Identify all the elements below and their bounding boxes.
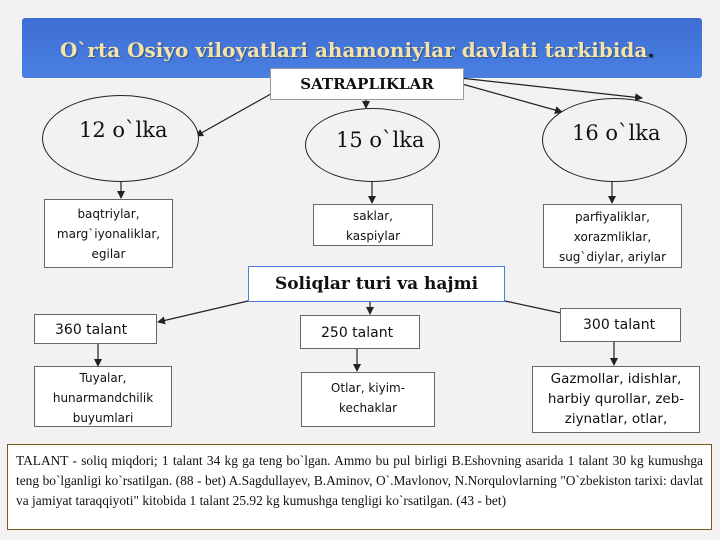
peoples-box-12 [44, 199, 173, 268]
tax-item-line: buyumlari [72, 411, 134, 425]
tax-item-line: hunarmandchilik [52, 391, 154, 405]
tax-amount-label: 360 talant [55, 322, 128, 338]
title-dot: . [647, 38, 655, 62]
people-line: marg`iyonaliklar, [56, 227, 161, 241]
province-ellipse-15 [305, 108, 440, 182]
people-line: parfiyaliklar, [575, 210, 650, 224]
tax-amount-label: 300 talant [583, 317, 656, 333]
talant-footnote [7, 444, 712, 530]
province-count: 15 o`lka [336, 128, 425, 152]
tax-items-box-250 [301, 372, 435, 427]
arrow-satrap-to-16-a [462, 84, 562, 112]
tax-amount-250 [300, 315, 420, 349]
tax-item-line: ziynatlar, otlar, [564, 411, 668, 427]
peoples-box-16 [543, 204, 682, 268]
title-text: O`rta Osiyo viloyatlari ahamoniylar davlati tarkibida [60, 38, 648, 62]
province-ellipse-12 [42, 95, 199, 182]
people-line: baqtriylar, [77, 207, 140, 221]
tax-items-box-360 [34, 366, 172, 427]
tax-item-line: Otlar, kiyim- [330, 381, 406, 395]
people-line: kaspiylar [345, 229, 401, 243]
people-line: egilar [91, 247, 126, 261]
satrapies-box [270, 68, 464, 100]
tax-item-line: harbiy qurollar, zeb- [547, 391, 685, 407]
tax-amount-360 [34, 314, 157, 344]
tax-heading: Soliqlar turi va hajmi [274, 274, 479, 294]
tax-amount-label: 250 talant [321, 325, 394, 341]
tax-heading-box [248, 266, 505, 302]
province-ellipse-16 [542, 98, 687, 182]
people-line: sug`diylar, ariylar [558, 250, 667, 264]
province-count: 12 o`lka [79, 118, 168, 142]
people-line: xorazmliklar, [573, 230, 652, 244]
province-count: 16 o`lka [572, 121, 661, 145]
tax-amount-300 [560, 308, 681, 342]
peoples-box-15 [313, 204, 433, 246]
tax-item-line: Tuyalar, [79, 371, 127, 385]
tax-items-box-300 [532, 366, 700, 433]
tax-item-line: kechaklar [338, 401, 398, 415]
tax-item-line: Gazmollar, idishlar, [550, 371, 682, 387]
footnote-text: TALANT - soliq miqdori; 1 talant 34 kg ga teng bo`lgan. Ammo bu pul birligi B.Eshovning asarida 1 talant 30 kg kumushga teng bo`lganligi ko`rsatilgan. (88 - bet) A.Sagdullayev, B.Aminov, O`.Mavlonov, N.Norqulovlarning "O`zbekiston tarixi: davlat va jamiyat taraqqiyoti" kitobida 1 talant 25.92 kg kumushga tengligi ko`rsatilgan. (43 - bet) [16, 453, 703, 508]
people-line: saklar, [353, 209, 393, 223]
satrapies-label: SATRAPLIKLAR [300, 75, 434, 93]
arrow-soliq-to-360 [158, 301, 248, 322]
